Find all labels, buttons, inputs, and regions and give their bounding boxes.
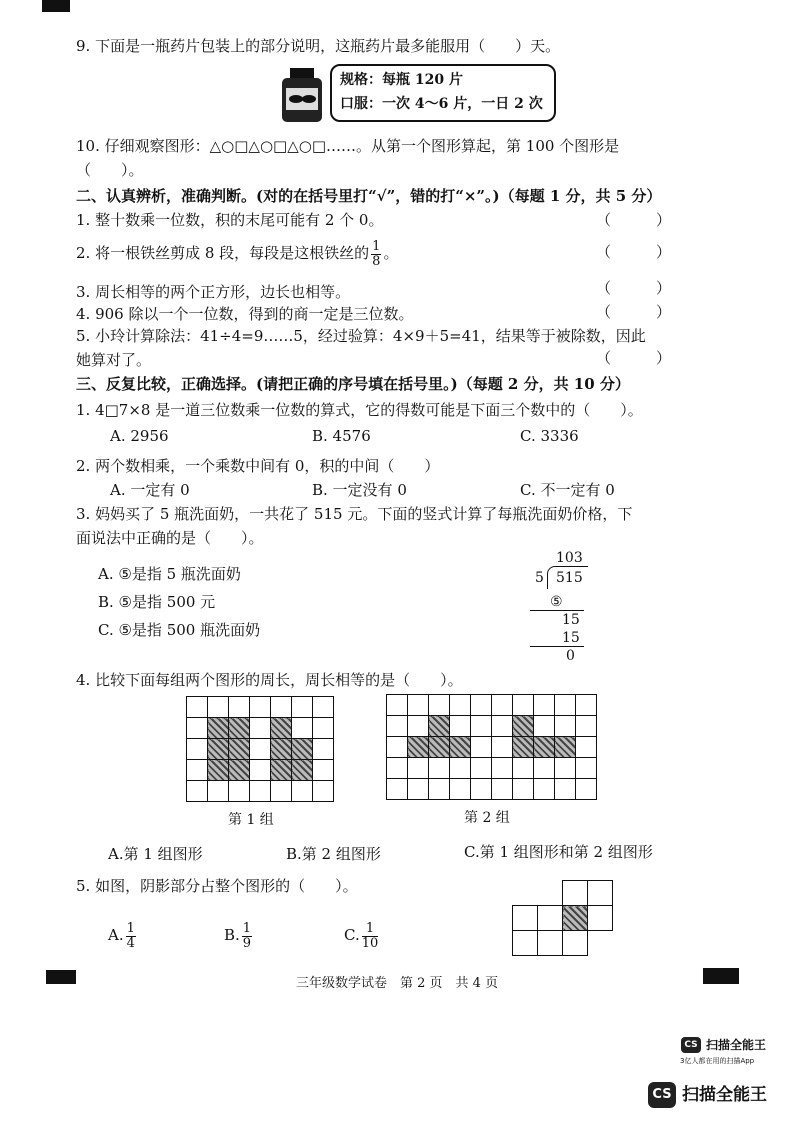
cs-logo-large: CS [648,1082,676,1108]
s2-paren-2: （ ） [596,243,672,261]
div-divisor: 5 [535,570,544,586]
s2-item-2: 2. 将一根铁丝剪成 8 段，每段是这根铁丝的 [76,244,370,262]
scanner-name-large: 扫描全能王 [682,1085,767,1105]
div-quotient: 103 [556,550,583,566]
section2-title: 二、认真辨析，准确判断。(对的在括号里打“√”，错的打“×”。)（每题 1 分，共 5 分） [76,187,662,205]
s3-q4-opt-a: A.第 1 组图形 [108,845,203,863]
q10-line1: 10. 仔细观察图形：△○□△○□△○□……。从第一个图形算起，第 100 个图形是 [76,137,620,155]
s2-item-4: 4. 906 除以一个一位数，得到的商一定是三位数。 [76,305,414,323]
s3-q4-opt-c: C.第 1 组图形和第 2 组图形 [464,843,653,861]
div-dividend: 515 [556,570,583,586]
s3-q1-opt-b: B. 4576 [312,427,371,445]
s3-q3-opt-b: B. ⑤是指 500 元 [98,593,216,611]
q4-group1-label: 第 1 组 [228,812,274,828]
s2-paren-5: （ ） [596,349,672,367]
div-step1: ⑤ [550,594,563,610]
page-footer: 三年级数学试卷 第 2 页 共 4 页 [296,976,499,991]
s3-q2-opt-c: C. 不一定有 0 [520,481,615,499]
q9-question: 9. 下面是一瓶药片包装上的部分说明，这瓶药片最多能服用（ ）天。 [76,37,561,55]
div-step2: 15 [562,612,580,628]
pill-bottle-icon [276,66,328,124]
s2-item-5b: 她算对了。 [76,351,152,369]
s3-q2-opt-a: A. 一定有 0 [110,481,190,499]
s2-item-2-row: 2. 将一根铁丝剪成 8 段，每段是这根铁丝的 $\frac{1}{8}$ 。 [76,238,399,269]
s3-q1-opt-a: A. 2956 [110,427,169,445]
s3-q4-opt-b: B.第 2 组图形 [286,845,381,863]
s3-q2-opt-b: B. 一定没有 0 [312,481,407,499]
scan-mark-right [703,968,739,984]
s3-q1-opt-c: C. 3336 [520,427,579,445]
q9-label2: 口服：一次 4～6 片，一日 2 次 [340,96,543,112]
scanner-tagline: 3亿人都在用的扫描App [680,1057,755,1065]
q5-shape [512,880,613,956]
s2-item-5: 5. 小玲计算除法：41÷4=9……5，经过验算：4×9＋5=41，结果等于被除数，因此 [76,327,646,345]
s3-q3-line2: 面说法中正确的是（ ）。 [76,529,264,547]
div-remainder: 0 [566,648,575,664]
s3-q1: 1. 4□7×8 是一道三位数乘一位数的算式，它的得数可能是下面三个数中的（ ）。 [76,401,643,419]
div-step3: 15 [562,630,580,646]
fraction-1-8: $\frac{1}{8}$ [372,238,381,269]
q5-opt-b: B. $\frac{1}{9}$ [224,920,252,951]
q5-opt-c: C. $\frac{1}{10}$ [344,920,379,951]
s3-q3-opt-a: A. ⑤是指 5 瓶洗面奶 [98,565,241,583]
s2-paren-1: （ ） [596,211,672,229]
scan-mark-left [46,970,76,984]
s3-q3-line1: 3. 妈妈买了 5 瓶洗面奶，一共花了 515 元。下面的竖式计算了每瓶洗面奶价格，下 [76,505,633,523]
q4-grid-group1 [186,696,334,802]
cs-logo-small: CS [681,1037,701,1053]
q4-grid-group2 [386,694,597,800]
s2-item-3: 3. 周长相等的两个正方形，边长也相等。 [76,283,351,301]
q5-opt-a: A. $\frac{1}{4}$ [108,920,135,951]
q10-line2: （ ）。 [76,161,144,179]
q4-group2-label: 第 2 组 [464,810,510,826]
s2-paren-4: （ ） [596,303,672,321]
s3-q2: 2. 两个数相乘，一个乘数中间有 0，积的中间（ ） [76,457,440,475]
s2-item-1: 1. 整十数乘一位数，积的末尾可能有 2 个 0。 [76,211,384,229]
section3-title: 三、反复比较，正确选择。(请把正确的序号填在括号里。)（每题 2 分，共 10 分） [76,375,630,393]
scan-mark-top [42,0,70,12]
s3-q4: 4. 比较下面每组两个图形的周长，周长相等的是（ ）。 [76,671,463,689]
s3-q5: 5. 如图，阴影部分占整个图形的（ ）。 [76,877,358,895]
q9-label1: 规格：每瓶 120 片 [340,72,463,88]
s3-q3-opt-c: C. ⑤是指 500 瓶洗面奶 [98,621,261,639]
s2-paren-3: （ ） [596,279,672,297]
scanner-name-small: 扫描全能王 [706,1038,767,1052]
